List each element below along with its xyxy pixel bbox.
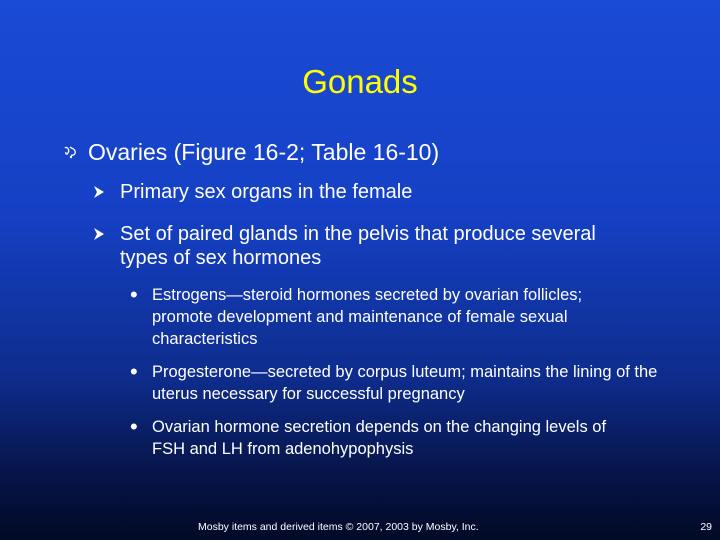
level3-bullet: •: [130, 359, 138, 384]
level3-bullet: •: [130, 282, 138, 307]
level2-text: Set of paired glands in the pelvis that produce several types of sex hormones: [120, 223, 596, 269]
page-number: 29: [700, 521, 712, 533]
level3-text: Ovarian hormone secretion depends on the changing levels of FSH and LH from adenohypophysis: [152, 418, 607, 458]
copyright-footer: Mosby items and derived items © 2007, 2003 by Mosby, Inc.: [198, 521, 479, 533]
level3-bullet: •: [130, 414, 138, 439]
level3-text: Estrogens—steroid hormones secreted by ovarian follicles; promote development and maintenance of female sexual characteristics: [152, 286, 583, 348]
level1-text: Ovaries (Figure 16-2; Table 16-10): [88, 139, 440, 165]
level2-text: Primary sex organs in the female: [120, 181, 413, 203]
bullet-glyph-icon: [62, 144, 78, 160]
arrow-bullet-icon: [92, 185, 106, 199]
arrow-bullet-icon: [92, 227, 106, 241]
level3-text: Progesterone—secreted by corpus luteum; maintains the lining of the uterus necessary for successful pregnancy: [152, 363, 658, 403]
slide-title: Gonads: [302, 63, 418, 100]
